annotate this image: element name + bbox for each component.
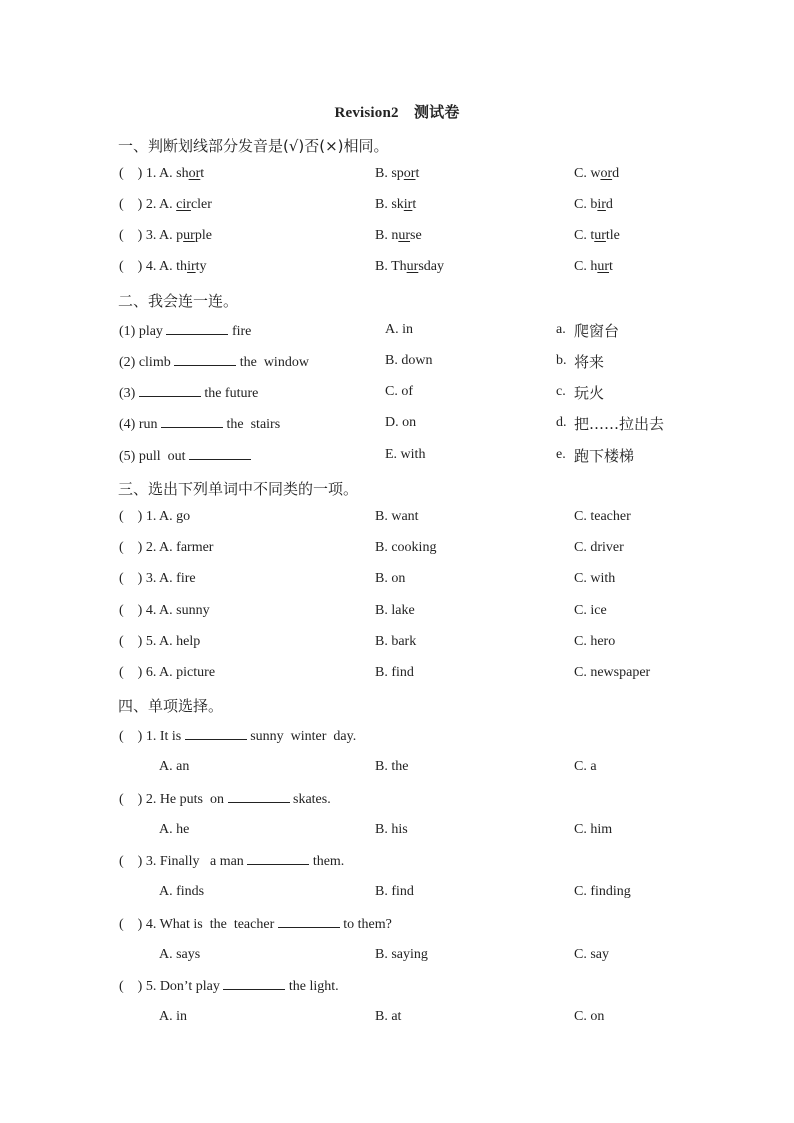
answer-blank[interactable]: [189, 447, 251, 460]
preposition-option[interactable]: C. of: [385, 384, 413, 399]
option-c: [574, 166, 619, 182]
chinese-meaning[interactable]: 玩火: [574, 384, 605, 402]
option-b: [375, 166, 419, 182]
stem-start: ( ) 3. Finally a man: [119, 854, 248, 869]
section-heading-2: 二、我会连一连。: [118, 292, 239, 310]
option-c: C. teacher: [574, 509, 631, 524]
option-b: B. lake: [375, 603, 415, 618]
word-part: ple: [194, 228, 212, 243]
match-row: [0, 415, 794, 437]
chinese-meaning[interactable]: 爬窗台: [574, 322, 620, 340]
option-c: C. newspaper: [574, 665, 651, 680]
option-a: [119, 259, 207, 275]
option-c[interactable]: C. a: [574, 759, 597, 774]
stem-text: [119, 977, 339, 995]
underlined-letters: ur: [594, 228, 606, 243]
question-stem: [0, 977, 794, 999]
option-b[interactable]: B. saying: [375, 947, 428, 962]
answer-blank[interactable]: [278, 915, 340, 928]
option-c: C. ice: [574, 603, 607, 618]
underlined-letters: ir: [187, 259, 196, 274]
underlined-letters: cir: [176, 197, 191, 212]
question-row: [0, 509, 794, 531]
option-c[interactable]: C. say: [574, 947, 609, 962]
section-heading-4: 四、单项选择。: [118, 697, 224, 715]
underlined-letters: ir: [597, 197, 606, 212]
option-c[interactable]: C. on: [574, 1009, 605, 1024]
word-part: C. h: [574, 259, 598, 274]
chinese-label: a.: [556, 322, 566, 337]
word-part: B. sk: [375, 197, 404, 212]
option-a[interactable]: A. an: [159, 759, 190, 774]
word-part: B. Th: [375, 259, 407, 274]
question-stem: [0, 790, 794, 812]
stem-start: ( ) 5. Don’t play: [119, 979, 224, 994]
option-a[interactable]: A. says: [159, 947, 201, 962]
options-row: [0, 947, 794, 969]
phrase-end: the future: [200, 386, 259, 401]
chinese-label: d.: [556, 415, 567, 430]
phrase: [119, 322, 251, 340]
option-a: [119, 228, 212, 244]
answer-blank[interactable]: [161, 415, 223, 428]
option-a: ( ) 6. A. picture: [119, 665, 216, 680]
stem-end: them.: [309, 854, 345, 869]
underlined-letters: ur: [597, 259, 610, 274]
option-a: [119, 197, 212, 213]
phrase-end: the window: [236, 355, 309, 370]
option-b[interactable]: B. at: [375, 1009, 402, 1024]
question-stem: [0, 727, 794, 749]
question-row: [0, 603, 794, 625]
page-title: Revision2 测试卷: [334, 105, 460, 121]
option-a: ( ) 3. A. fire: [119, 571, 196, 586]
question-row: [0, 228, 794, 250]
option-c: C. with: [574, 571, 616, 586]
match-row: [0, 447, 794, 469]
phrase: [119, 353, 309, 371]
options-row: [0, 759, 794, 781]
stem-text: [119, 727, 356, 745]
word-part: se: [410, 228, 422, 243]
option-c: C. driver: [574, 540, 624, 555]
option-a[interactable]: A. he: [159, 822, 190, 837]
word-part: C. b: [574, 197, 598, 212]
option-b: B. on: [375, 571, 406, 586]
question-row: [0, 665, 794, 687]
underlined-letters: or: [403, 166, 416, 181]
word-part: tle: [605, 228, 620, 243]
question-row: [0, 634, 794, 656]
option-a: [119, 166, 204, 182]
word-part: sday: [418, 259, 444, 274]
option-c: [574, 197, 613, 213]
underlined-letters: ur: [406, 259, 419, 274]
answer-blank[interactable]: [166, 322, 228, 335]
stem-end: the light.: [285, 979, 339, 994]
stem-text: [119, 915, 392, 933]
stem-start: ( ) 2. He puts on: [119, 792, 228, 807]
stem-start: ( ) 1. It is: [119, 729, 185, 744]
word-part: B. n: [375, 228, 399, 243]
option-b: B. bark: [375, 634, 417, 649]
option-c: [574, 259, 613, 275]
phrase: [119, 384, 258, 402]
answer-blank[interactable]: [223, 977, 285, 990]
question-row: [0, 540, 794, 562]
stem-end: skates.: [289, 792, 331, 807]
underlined-letters: or: [600, 166, 613, 181]
question-number: ( ) 1. A.: [119, 166, 177, 181]
question-row: [0, 571, 794, 593]
question-number: ( ) 2. A.: [119, 197, 177, 212]
word-part: sh: [176, 166, 189, 181]
underlined-letters: ir: [403, 197, 413, 212]
phrase-start: (2) climb: [119, 355, 175, 370]
phrase-start: (1) play: [119, 324, 167, 339]
option-b: [375, 228, 422, 244]
question-number: ( ) 4. A.: [119, 259, 177, 274]
underlined-letters: ur: [398, 228, 411, 243]
chinese-label: b.: [556, 353, 567, 368]
option-b: [375, 197, 416, 213]
phrase-start: (5) pull out: [119, 449, 189, 464]
option-a[interactable]: A. in: [159, 1009, 187, 1024]
question-row: [0, 259, 794, 281]
section-heading-1: 一、判断划线部分发音是(√)否(×)相同。: [118, 137, 389, 155]
word-part: C. w: [574, 166, 601, 181]
stem-end: to them?: [339, 917, 392, 932]
preposition-option[interactable]: E. with: [385, 447, 426, 462]
word-part: t: [609, 259, 613, 274]
option-a: ( ) 4. A. sunny: [119, 603, 210, 618]
question-stem: [0, 915, 794, 937]
answer-blank[interactable]: [174, 353, 236, 366]
option-a: ( ) 5. A. help: [119, 634, 201, 649]
phrase-start: (3): [119, 386, 139, 401]
word-part: t: [200, 166, 205, 181]
word-part: t: [415, 166, 420, 181]
option-b[interactable]: B. the: [375, 759, 409, 774]
answer-blank[interactable]: [139, 384, 201, 397]
option-c: [574, 228, 620, 244]
options-row: [0, 884, 794, 906]
option-b: B. want: [375, 509, 419, 524]
chinese-label: c.: [556, 384, 566, 399]
option-b: [375, 259, 444, 275]
chinese-label: e.: [556, 447, 566, 462]
option-b: B. cooking: [375, 540, 437, 555]
underlined-letters: ur: [183, 228, 195, 243]
section-heading-3: 三、选出下列单词中不同类的一项。: [118, 480, 359, 498]
question-row: [0, 166, 794, 188]
phrase: [119, 447, 251, 465]
option-b[interactable]: B. find: [375, 884, 414, 899]
chinese-meaning[interactable]: 将来: [574, 353, 605, 371]
option-c[interactable]: C. finding: [574, 884, 631, 899]
question-stem: [0, 852, 794, 874]
answer-blank[interactable]: [228, 790, 290, 803]
word-part: d: [612, 166, 620, 181]
stem-text: [119, 852, 344, 870]
option-c[interactable]: C. him: [574, 822, 613, 837]
option-b[interactable]: B. his: [375, 822, 408, 837]
word-part: B. sp: [375, 166, 404, 181]
word-part: d: [605, 197, 613, 212]
word-part: C. t: [574, 228, 595, 243]
phrase-start: (4) run: [119, 417, 161, 432]
stem-end: sunny winter day.: [246, 729, 357, 744]
preposition-option[interactable]: A. in: [385, 322, 413, 337]
answer-blank[interactable]: [185, 727, 247, 740]
question-row: [0, 197, 794, 219]
match-row: [0, 322, 794, 344]
chinese-meaning[interactable]: 把……拉出去: [574, 415, 665, 433]
answer-blank[interactable]: [247, 852, 309, 865]
stem-start: ( ) 4. What is the teacher: [119, 917, 278, 932]
word-part: t: [412, 197, 417, 212]
option-b: B. find: [375, 665, 414, 680]
preposition-option[interactable]: B. down: [385, 353, 433, 368]
chinese-meaning[interactable]: 跑下楼梯: [574, 447, 635, 465]
options-row: [0, 1009, 794, 1031]
phrase-end: the stairs: [223, 417, 281, 432]
question-number: ( ) 3. A.: [119, 228, 177, 243]
options-row: [0, 822, 794, 844]
match-row: [0, 353, 794, 375]
phrase-end: fire: [228, 324, 252, 339]
preposition-option[interactable]: D. on: [385, 415, 417, 430]
word-part: th: [176, 259, 188, 274]
option-a: ( ) 2. A. farmer: [119, 540, 214, 555]
phrase: [119, 415, 280, 433]
option-a[interactable]: A. finds: [159, 884, 205, 899]
option-a: ( ) 1. A. go: [119, 509, 191, 524]
word-part: ty: [195, 259, 207, 274]
match-row: [0, 384, 794, 406]
underlined-letters: or: [188, 166, 201, 181]
word-part: p: [176, 228, 184, 243]
option-c: C. hero: [574, 634, 616, 649]
stem-text: [119, 790, 331, 808]
word-part: cler: [190, 197, 212, 212]
